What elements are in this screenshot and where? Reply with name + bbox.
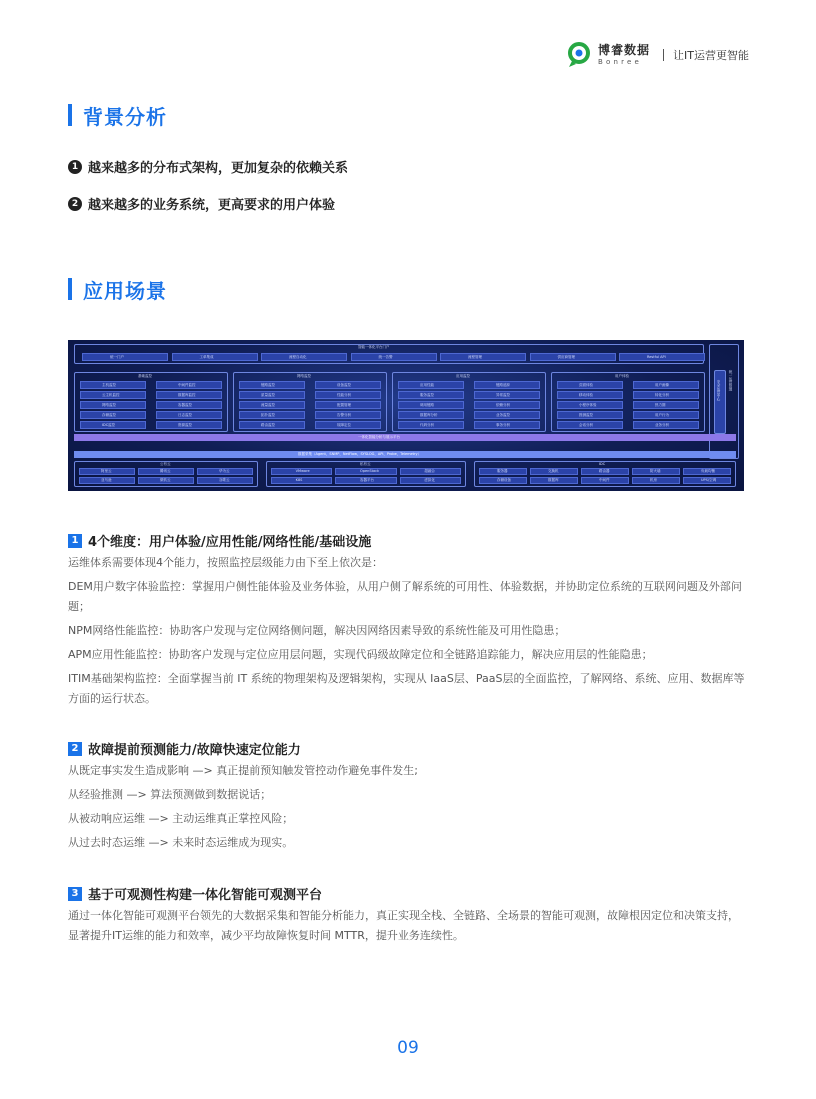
sub-heading-number: 1 (68, 534, 82, 548)
monitor-cell-label: 云主机监控 (102, 392, 120, 397)
brand-name-en: Bonree (598, 58, 643, 66)
section-title-text: 应用场景 (83, 278, 167, 303)
monitor-cell-label: 代码分析 (420, 422, 434, 427)
infra-cell-label: 交换机 (548, 469, 559, 473)
portal-item-label: 统一门户 (110, 354, 124, 359)
monitor-cell-label: 热力图 (655, 402, 666, 407)
portal-item-label: 流程管理 (468, 354, 482, 359)
monitor-cell-label: 拨测监控 (579, 412, 593, 417)
bullet-number: 2 (68, 197, 82, 211)
infra-cell-label: 机房 (650, 478, 657, 482)
infra-cell-label: K8S (295, 478, 303, 482)
infra-cell-label: 中间件 (599, 478, 610, 482)
monitor-cell (633, 401, 699, 409)
monitor-cell-label: 页面体验 (579, 382, 593, 387)
monitor-cell-label: 业务监控 (496, 412, 510, 417)
bullet-text: 越来越多的业务系统，更高要求的用户体验 (88, 198, 336, 213)
infra-cell-label: 超融合 (424, 469, 435, 473)
monitor-cell-label: 调用链路 (420, 402, 434, 407)
monitor-group-title: 基础监控 (138, 373, 152, 378)
monitor-cell-label: 流量监控 (261, 402, 275, 407)
page-number: 09 (397, 1038, 419, 1058)
monitor-cell-label: IDC监控 (102, 422, 116, 427)
infra-cell-label: 负载均衡 (701, 469, 715, 473)
monitor-cell-label: 转化分析 (655, 392, 669, 397)
infra-cell-label: 微软云 (160, 478, 171, 482)
sub-heading-text: 故障提前预测能力/故障快速定位能力 (88, 743, 301, 758)
infra-group-title: IDC (599, 462, 606, 466)
sub-heading-text: 4个维度：用户体验/应用性能/网络性能/基础设施 (88, 535, 372, 550)
monitor-cell-label: 链路监控 (261, 382, 275, 387)
monitor-cell-label: 小程序体验 (579, 402, 597, 407)
portal-item (82, 353, 168, 361)
infra-cell-label: 存储设备 (497, 478, 511, 482)
paragraph: 从被动响应运维 —> 主动运维真正掌控风险； (68, 812, 294, 825)
portal-item (351, 353, 437, 361)
collection-bar-label: 数据采集（Agent、SNMP、NetFlow、SYSLOG、API、Probe、Telemetry） (298, 452, 422, 456)
portal-item (440, 353, 526, 361)
monitor-cell-label: 移动体验 (579, 392, 593, 397)
monitor-cell-label: 事务分析 (496, 422, 510, 427)
monitor-cell-label: 日志监控 (178, 412, 192, 417)
monitor-cell-label: 应用性能 (420, 382, 434, 387)
bullet-text: 越来越多的分布式架构，更加复杂的依赖关系 (88, 161, 349, 176)
monitor-group-title: 应用监控 (456, 373, 470, 378)
section-title-background (68, 102, 167, 128)
infra-cell-label: OpenStack (360, 469, 380, 473)
monitor-cell-label: 容器监控 (178, 402, 192, 407)
portal-item-label: 供应商管理 (557, 354, 575, 359)
brand-slogan: 让IT运营更智能 (673, 49, 749, 62)
paragraph: APM应用性能监控：协助客户发现与定位应用层问题，实现代码级故障定位和全链路追踪能力，解决应用层的性能隐患； (68, 648, 653, 661)
monitor-cell-label: 中间件监控 (178, 382, 196, 387)
monitor-cell-label: 依赖分析 (496, 402, 510, 407)
infra-cell-label: 服务器 (497, 469, 508, 473)
right-column-outer-label: 统一运营管理 (729, 370, 733, 391)
monitor-cell-label: 数据库监控 (178, 392, 196, 397)
portal-item-label: 统一告警 (378, 354, 393, 359)
architecture-diagram (68, 340, 744, 491)
infra-group-title: 公有云 (160, 462, 171, 466)
monitor-cell-label: 拓扑监控 (261, 412, 275, 417)
section-title-scenarios (68, 276, 167, 302)
section-title-text: 背景分析 (83, 104, 167, 129)
bullet-item (68, 194, 335, 213)
monitor-cell-label: 链路追踪 (496, 382, 510, 387)
infra-cell-label: 亚马逊 (101, 478, 112, 482)
monitor-cell-label: 会话分析 (579, 422, 593, 427)
infra-cell-label: 虚拟化 (424, 478, 435, 482)
paragraph: 从既定事实发生造成影响 —> 真正提前预知触发管控动作避免事件发生; (68, 764, 418, 777)
infra-cell-label: VMware (295, 469, 310, 473)
infra-cell-label: 防火墙 (650, 469, 661, 473)
paragraph: DEM用户数字体验监控：掌握用户侧性能体验及业务体验，从用户侧了解系统的可用性、体验数据，并协助定位系统的互联网问题及外部问题； (68, 580, 742, 613)
monitor-cell-label: 异常监控 (496, 392, 510, 397)
monitor-cell-label: 数据库分析 (420, 412, 438, 417)
bonree-logo-icon (566, 41, 594, 69)
sub-heading-dimensions (68, 531, 371, 550)
monitor-cell-label: 网络监控 (102, 402, 116, 407)
monitor-cell-label: 性能分析 (337, 392, 351, 397)
infra-cell-label: 阿里云 (101, 469, 112, 473)
paragraph: NPM网络性能监控：协助客户发现与定位网络侧问题，解决因网络因素导致的系统性能及可用性隐患； (68, 624, 566, 637)
monitor-group-title: 网络监控 (297, 373, 311, 378)
portal-item-label: Restful API (647, 354, 666, 359)
brand-name-cn: 博睿数据 (598, 43, 651, 57)
sub-heading-number: 3 (68, 887, 82, 901)
infra-cell-label: 华为云 (219, 469, 230, 473)
sub-heading-prediction (68, 739, 301, 758)
infra-cell-label: 路由器 (599, 469, 610, 473)
monitor-cell-label: 用户行为 (655, 412, 669, 417)
paragraph: ITIM基础架构监控：全面掌握当前 IT 系统的物理架构及逻辑架构，实现从 IaaS层、PaaS层的全面监控，了解网络、系统、应用、数据库等方面的运行状态。 (68, 672, 745, 705)
portal-item-label: 工单集成 (199, 354, 214, 359)
portal-item (172, 353, 258, 361)
paragraph: 运维体系需要体现4个能力，按照监控层级能力由下至上依次是： (68, 556, 383, 569)
right-column-inner-label: 安全运营中心 (717, 380, 721, 401)
monitor-cell-label: 服务监控 (420, 392, 434, 397)
monitor-cell-label: 质量监控 (261, 392, 275, 397)
monitor-group-title: 用户体验 (615, 373, 629, 378)
paragraph: 从过去时态运维 —> 未来时态运维成为现实。 (68, 836, 294, 849)
bullet-item (68, 157, 348, 176)
monitor-cell-label: 设备监控 (337, 382, 351, 387)
infra-cell-label: 数据库 (548, 478, 559, 482)
infra-cell-label: 腾讯云 (160, 469, 171, 473)
portal-title: 智能一体化平台门户 (358, 345, 390, 349)
portal-item-label: 流程自动化 (289, 354, 307, 359)
section-accent-bar (68, 104, 72, 126)
monitor-cell-label: 资源监控 (178, 422, 192, 427)
brand-divider (663, 49, 664, 61)
infra-cell-label: 谷歌云 (219, 478, 230, 482)
monitor-cell-label: 业务分析 (655, 422, 669, 427)
sub-heading-platform (68, 884, 322, 903)
analysis-bar-label: 一体化智能分析与展示平台 (358, 435, 400, 439)
monitor-cell-label: 配置管理 (337, 402, 351, 407)
infra-cell-label: 容器平台 (360, 478, 374, 482)
brand-header (566, 38, 756, 72)
paragraph: 通过一体化智能可观测平台领先的大数据采集和智能分析能力，真正实现全栈、全链路、全场景的智能可观测，故障根因定位和决策支持，显著提升IT运维的能力和效率，减少平均故障恢复时间 MTTR，提升业务连续性。 (68, 909, 739, 942)
monitor-cell-label: 主机监控 (102, 382, 116, 387)
monitor-cell-label: 路由监控 (261, 422, 275, 427)
section-accent-bar (68, 278, 72, 300)
infra-cell-label: UPS/空调 (701, 478, 717, 482)
infra-group-title: 私有云 (360, 462, 371, 466)
analysis-bar (74, 434, 736, 441)
paragraph: 从经验推测 —> 算法预测做到数据说话； (68, 788, 272, 801)
bullet-number: 1 (68, 160, 82, 174)
monitor-cell-label: 用户画像 (655, 382, 669, 387)
monitor-cell-label: 故障定位 (337, 422, 351, 427)
monitor-cell-label: 存储监控 (102, 412, 116, 417)
monitor-cell-label: 告警分析 (337, 412, 351, 417)
sub-heading-text: 基于可观测性构建一体化智能可观测平台 (88, 888, 323, 903)
sub-heading-number: 2 (68, 742, 82, 756)
